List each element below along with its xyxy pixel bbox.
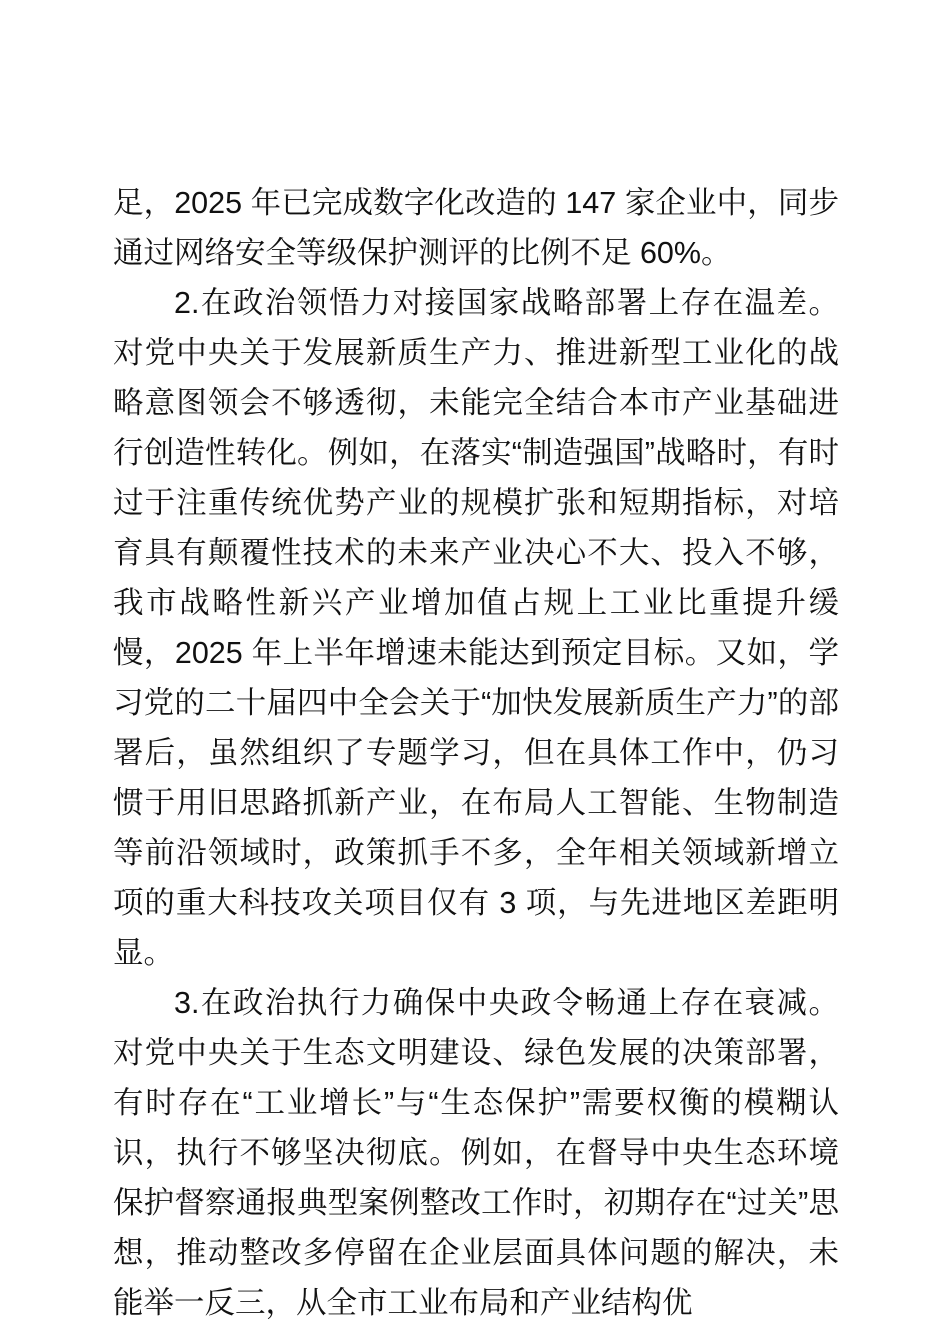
paragraph-item-3: 3.在政治执行力确保中央政令畅通上存在衰减。对党中央关于生态文明建设、绿色发展的决策部署，有时存在“工业增长”与“生态保护”需要权衡的模糊认识，执行不够坚决彻底。例如，在督导中央生态环境保护督察通报典型案例整改工作时，初期存在“过关”思想，推动整改多停留在企业层面具体问题的解决，未能举一反三，从全市工业布局和产业结构优 (113, 986, 839, 1320)
document-body (113, 178, 839, 1328)
paragraph-continued: 足，2025 年已完成数字化改造的 147 家企业中，同步通过网络安全等级保护测评的比例不足 60%。 (113, 186, 839, 270)
paragraph-item-2: 2.在政治领悟力对接国家战略部署上存在温差。对党中央关于发展新质生产力、推进新型工业化的战略意图领会不够透彻，未能完全结合本市产业基础进行创造性转化。例如，在落实“制造强国”战略时，有时过于注重传统优势产业的规模扩张和短期指标，对培育具有颠覆性技术的未来产业决心不大、投入不够，我市战略性新兴产业增加值占规上工业比重提升缓慢，2025 年上半年增速未能达到预定目标。又如，学习党的二十届四中全会关于“加快发展新质生产力”的部署后，虽然组织了专题学习，但在具体工作中，仍习惯于用旧思路抓新产业，在布局人工智能、生物制造等前沿领域时，政策抓手不多，全年相关领域新增立项的重大科技攻关项目仅有 3 项，与先进地区差距明显。 (113, 286, 839, 970)
